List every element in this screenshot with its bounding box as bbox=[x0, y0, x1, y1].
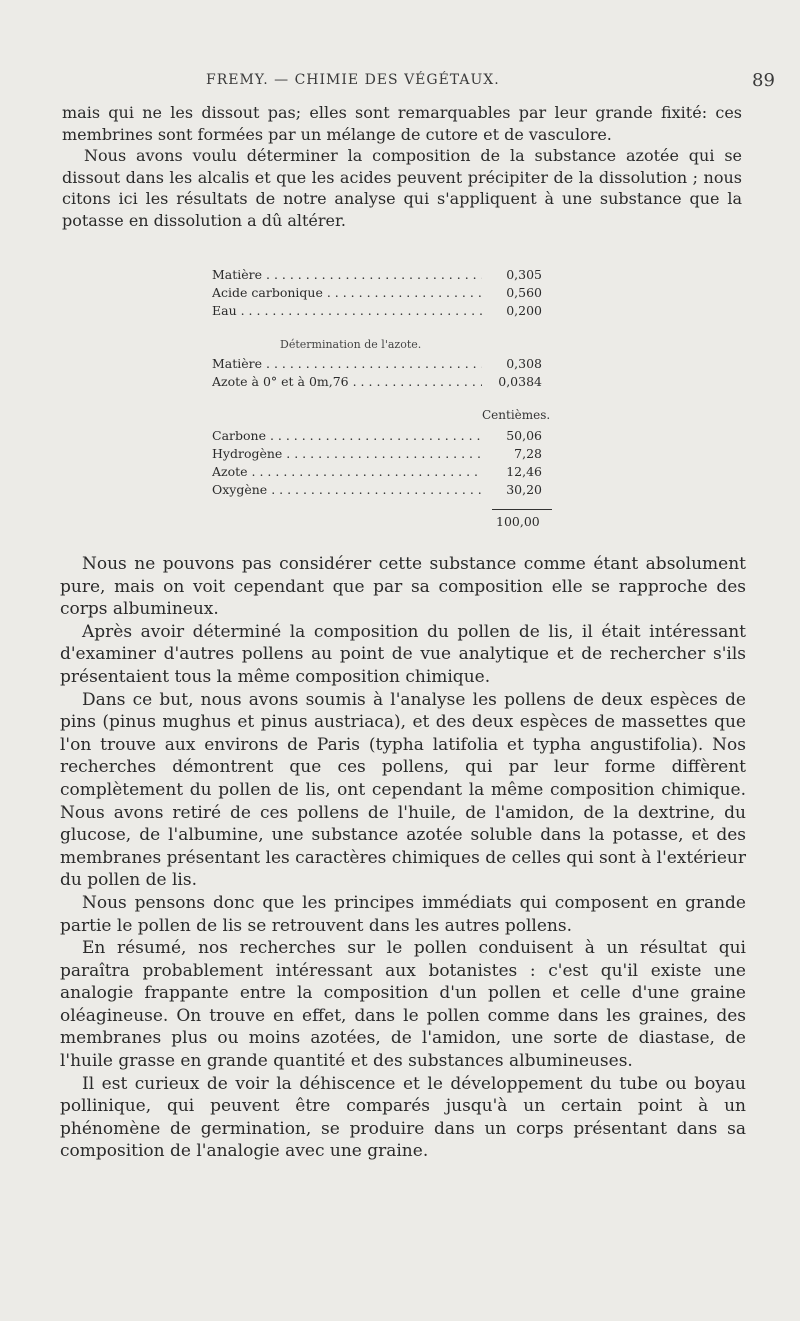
row-label: Azote à 0° et à 0m,76 . . . bbox=[212, 373, 482, 391]
analysis-table-nitrogen bbox=[212, 355, 542, 391]
running-title: FREMY. — CHIMIE DES VÉGÉTAUX. bbox=[206, 72, 500, 88]
table-row bbox=[212, 266, 542, 284]
paragraph: Il est curieux de voir la déhiscence et le développement du tube ou boyau pollinique, qui peuvent être comparés jusqu'à un certain point à un phénomène de germination, se produire dans un corps présentant dans sa composition de l'analogie avec une graine. bbox=[60, 1073, 746, 1162]
row-value: 0,200 bbox=[506, 303, 542, 318]
row-label: Matière . . . bbox=[212, 266, 482, 284]
unit-label: Centièmes. bbox=[482, 408, 551, 422]
row-value: 7,28 bbox=[514, 446, 542, 461]
analysis-table-percent bbox=[212, 427, 542, 499]
row-value: 0,305 bbox=[506, 267, 542, 282]
row-label: Acide carbonique . . . bbox=[212, 284, 482, 302]
paragraph: mais qui ne les dissout pas; elles sont remarquables par leur grande fixité: ces membrines sont formées par un mélange de cutore et de vasculore. bbox=[62, 103, 742, 144]
body-text-top bbox=[62, 102, 742, 231]
table-row bbox=[212, 427, 542, 445]
body-text-bottom bbox=[60, 553, 746, 1163]
row-value: 12,46 bbox=[506, 464, 542, 479]
row-value: 0,0384 bbox=[498, 374, 542, 389]
sum-rule bbox=[492, 509, 552, 510]
row-label: Hydrogène . . . bbox=[212, 445, 482, 463]
table-row bbox=[212, 355, 542, 373]
table-row bbox=[212, 463, 542, 481]
analysis-table-raw bbox=[212, 266, 542, 320]
row-label: Eau . . . bbox=[212, 302, 482, 320]
paragraph: Dans ce but, nous avons soumis à l'analyse les pollens de deux espèces de pins (pinus mughus et pinus austriaca), et des deux espèces de massettes que l'on trouve aux environs de Paris (typha latifolia et typha angustifolia). Nos recherches démontrent que ces pollens, qui par leur forme diffèrent complètement du pollen de lis, ont cependant la même composition chimique. Nous avons retiré de ces pollens de l'huile, de l'amidon, de la dextrine, du glucose, de l'albumine, une substance azotée soluble dans la potasse, et des membranes présentant les caractères chimiques de celles qui sont à l'extérieur du pollen de lis. bbox=[60, 689, 746, 891]
row-value: 0,560 bbox=[506, 285, 542, 300]
row-value: 0,308 bbox=[506, 356, 542, 371]
table-row bbox=[212, 284, 542, 302]
row-label: Oxygène . . . bbox=[212, 481, 482, 499]
table-row bbox=[212, 445, 542, 463]
paragraph: Nous avons voulu déterminer la composition de la substance azotée qui se dissout dans les alcalis et que les acides peuvent précipiter de la dissolution ; nous citons ici les résultats de notre analyse qui s'appliquent à une substance que la potasse en dissolution a dû altérer. bbox=[62, 146, 742, 230]
paragraph: Nous ne pouvons pas considérer cette substance comme étant absolument pure, mais on voit cependant que par sa composition elle se rapproche des corps albumineux. bbox=[60, 554, 746, 620]
page-header bbox=[0, 72, 800, 96]
table-row bbox=[212, 373, 542, 391]
table-total: 100,00 bbox=[496, 514, 540, 529]
table-row bbox=[212, 481, 542, 499]
paragraph: Après avoir déterminé la composition du pollen de lis, il était intéressant d'examiner d'autres pollens au point de vue analytique et de rechercher s'ils présentaient tous la même composition chimique. bbox=[60, 621, 746, 687]
row-value: 50,06 bbox=[506, 428, 542, 443]
paragraph: En résumé, nos recherches sur le pollen conduisent à un résultat qui paraîtra probablement intéressant aux botanistes : c'est qu'il existe une analogie frappante entre la composition d'un pollen et celle d'une graine oléagineuse. On trouve en effet, dans le pollen comme dans les graines, des membranes plus ou moins azotées, de l'amidon, une sorte de diastase, de l'huile grasse en grande quantité et des substances albumineuses. bbox=[60, 938, 746, 1072]
row-label: Carbone . . . bbox=[212, 427, 482, 445]
row-label: Matière . . . bbox=[212, 355, 482, 373]
row-label: Azote . . . bbox=[212, 463, 482, 481]
row-value: 30,20 bbox=[506, 482, 542, 497]
table-subtitle: Détermination de l'azote. bbox=[280, 338, 422, 351]
table-row bbox=[212, 302, 542, 320]
page-number: 89 bbox=[752, 70, 775, 91]
paragraph: Nous pensons donc que les principes immédiats qui composent en grande partie le pollen de lis se retrouvent dans les autres pollens. bbox=[60, 892, 746, 936]
